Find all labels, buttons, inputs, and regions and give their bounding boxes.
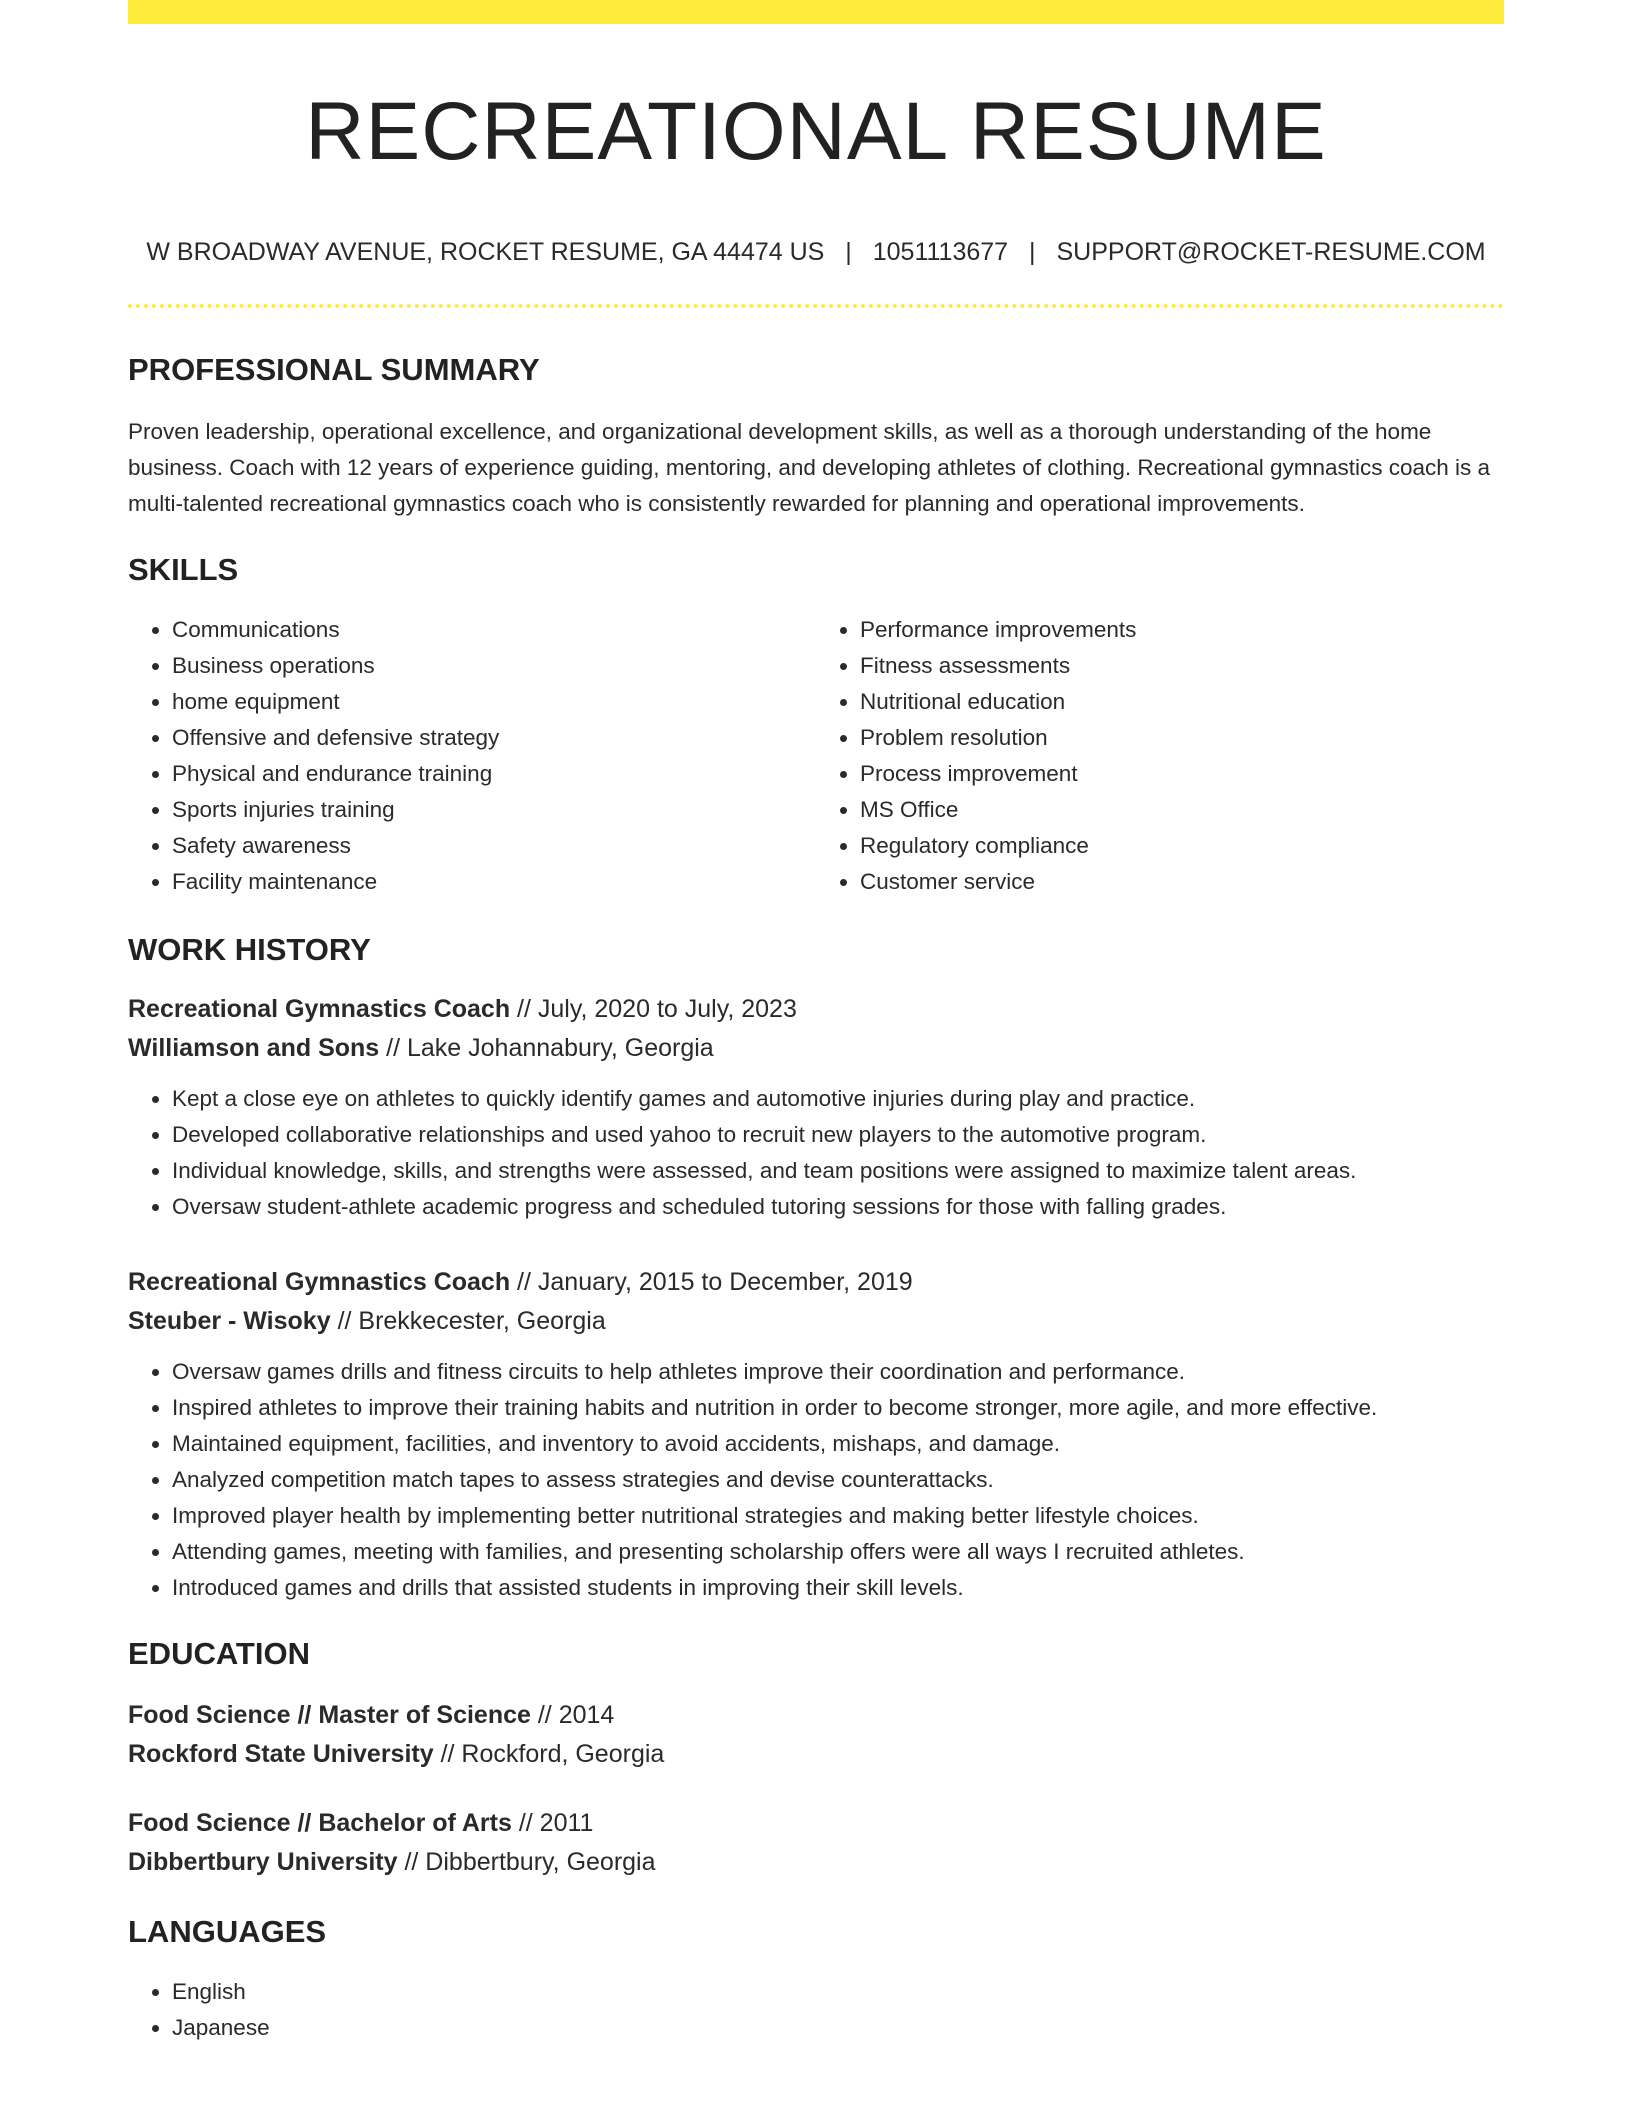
skill-item: • Process improvement [860, 756, 1504, 792]
job-location: // Brekkecester, Georgia [337, 1307, 606, 1335]
job-dates: // July, 2020 to July, 2023 [517, 995, 797, 1023]
contact-line [128, 236, 1504, 268]
job-company: Williamson and Sons [128, 1034, 380, 1062]
job-title-line [128, 1263, 1504, 1302]
languages-list [128, 1974, 1504, 2046]
education-location: // Dibbertbury, Georgia [404, 1848, 656, 1876]
resume-page [128, 0, 1504, 2046]
job-bullet: • Attending games, meeting with families, and presenting scholarship offers were all ways I recruited athletes. [172, 1534, 1504, 1570]
skill-item: • MS Office [860, 792, 1504, 828]
skills-grid [128, 612, 1504, 900]
job-dates: // January, 2015 to December, 2019 [517, 1268, 913, 1296]
skill-item: • Sports injuries training [172, 792, 816, 828]
job-bullet: • Inspired athletes to improve their training habits and nutrition in order to become stronger, more agile, and more effective. [172, 1390, 1504, 1426]
section-title-work-history: WORK HISTORY [128, 932, 371, 967]
job-bullets [128, 1354, 1504, 1606]
language-item: • Japanese [172, 2010, 1504, 2046]
skill-item: • Physical and endurance training [172, 756, 816, 792]
education-school-line [128, 1735, 1504, 1774]
language-item: • English [172, 1974, 1504, 2010]
skill-item: • Offensive and defensive strategy [172, 720, 816, 756]
contact-email: SUPPORT@ROCKET-RESUME.COM [1056, 238, 1486, 266]
job-bullet: • Oversaw games drills and fitness circuits to help athletes improve their coordination and performance. [172, 1354, 1504, 1390]
education-degree-line [128, 1696, 1504, 1735]
education-degree-line [128, 1804, 1504, 1843]
skill-item: • Nutritional education [860, 684, 1504, 720]
skills-list-right [816, 612, 1504, 900]
job-bullet: • Maintained equipment, facilities, and inventory to avoid accidents, mishaps, and damage. [172, 1426, 1504, 1462]
education-year: // 2014 [537, 1701, 615, 1729]
education-location: // Rockford, Georgia [440, 1740, 665, 1768]
job-bullet: • Individual knowledge, skills, and strengths were assessed, and team positions were assigned to maximize talent areas. [172, 1153, 1504, 1189]
education-school-line [128, 1843, 1504, 1882]
education-entry [128, 1804, 1504, 1882]
section-title-summary: PROFESSIONAL SUMMARY [128, 352, 540, 387]
job-bullet: • Improved player health by implementing better nutritional strategies and making better lifestyle choices. [172, 1498, 1504, 1534]
section-title-skills: SKILLS [128, 552, 239, 587]
skill-item: • home equipment [172, 684, 816, 720]
job-company: Steuber - Wisoky [128, 1307, 331, 1335]
job-bullets [128, 1081, 1504, 1225]
job-role: Recreational Gymnastics Coach [128, 1268, 511, 1296]
skill-item: • Fitness assessments [860, 648, 1504, 684]
skill-item: • Safety awareness [172, 828, 816, 864]
contact-phone: 1051113677 [872, 238, 1009, 266]
education-year: // 2011 [518, 1809, 594, 1837]
education-degree: Food Science // Master of Science [128, 1701, 531, 1729]
contact-separator: | [1029, 238, 1036, 266]
education-school: Rockford State University [128, 1740, 434, 1768]
job-bullet: • Analyzed competition match tapes to assess strategies and devise counterattacks. [172, 1462, 1504, 1498]
job-role: Recreational Gymnastics Coach [128, 995, 511, 1023]
job-title-line [128, 990, 1504, 1029]
job-bullet: • Oversaw student-athlete academic progress and scheduled tutoring sessions for those with falling grades. [172, 1189, 1504, 1225]
dotted-divider [128, 304, 1504, 308]
summary-text: Proven leadership, operational excellence, and organizational development skills, as well as a thorough understanding of the home business. Coach with 12 years of experience guiding, mentoring, and developing athletes of clothing. Recreational gymnastics coach is a multi-talented recreational gymnastics coach who is consistently rewarded for planning and operational improvements. [128, 419, 1491, 516]
accent-top-bar [128, 0, 1504, 24]
resume-name: RECREATIONAL RESUME [305, 86, 1327, 177]
contact-separator: | [845, 238, 852, 266]
education-degree: Food Science // Bachelor of Arts [128, 1809, 512, 1837]
contact-address: W BROADWAY AVENUE, ROCKET RESUME, GA 44474 US [146, 238, 825, 266]
skill-item: • Communications [172, 612, 816, 648]
job-entry [128, 1263, 1504, 1606]
skill-item: • Problem resolution [860, 720, 1504, 756]
job-company-line [128, 1029, 1504, 1068]
job-location: // Lake Johannabury, Georgia [386, 1034, 714, 1062]
job-bullet: • Introduced games and drills that assisted students in improving their skill levels. [172, 1570, 1504, 1606]
job-company-line [128, 1302, 1504, 1341]
skill-item: • Regulatory compliance [860, 828, 1504, 864]
section-title-education: EDUCATION [128, 1636, 310, 1671]
skill-item: • Facility maintenance [172, 864, 816, 900]
skill-item: • Performance improvements [860, 612, 1504, 648]
job-bullet: • Developed collaborative relationships and used yahoo to recruit new players to the automotive program. [172, 1117, 1504, 1153]
education-school: Dibbertbury University [128, 1848, 398, 1876]
job-bullet: • Kept a close eye on athletes to quickly identify games and automotive injuries during play and practice. [172, 1081, 1504, 1117]
skill-item: • Customer service [860, 864, 1504, 900]
education-entry [128, 1696, 1504, 1774]
skills-list-left [128, 612, 816, 900]
section-title-languages: LANGUAGES [128, 1914, 327, 1949]
skill-item: • Business operations [172, 648, 816, 684]
job-entry [128, 990, 1504, 1225]
